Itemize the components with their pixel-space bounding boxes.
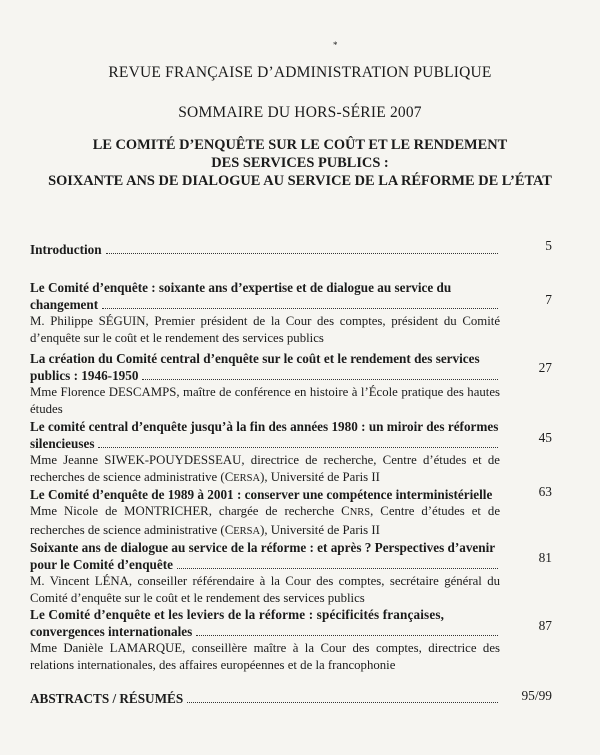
sommaire-title: SOMMAIRE DU HORS-SÉRIE 2007 xyxy=(178,104,422,121)
page-number-4: 63 xyxy=(538,484,552,499)
author-text: ), Université de Paris II xyxy=(260,469,380,484)
author-smallcaps: ERSA xyxy=(233,472,261,484)
author-text: Mme Jeanne SIWEK-POUYDESSEAU, directrice de recherche, Centre d’études et de recherches de science administrative (C xyxy=(30,453,500,484)
page-number-abstracts: 95/99 xyxy=(521,688,552,703)
theme-line-3: SOIXANTE ANS DE DIALOGUE AU SERVICE DE LA RÉFORME DE L’ÉTAT xyxy=(48,173,552,189)
page-number-5: 81 xyxy=(538,550,552,565)
entry-title-line1: Le comité central d’enquête jusqu’à la fin des années 1980 : un miroir des réformes xyxy=(30,419,499,434)
entry-title-line1: Le Comité d’enquête et les leviers de la réforme : spécificités françaises, xyxy=(30,607,445,622)
entry-author: Mme Florence DESCAMPS, maître de conférence en histoire à l’École pratique des hautes études xyxy=(30,385,500,416)
entry-title-line2: publics : 1946-1950 xyxy=(30,368,139,383)
author-text: Mme Nicole de MONTRICHER, chargée de recherche C xyxy=(30,504,350,518)
entry-author: Mme Danièle LAMARQUE, conseillère maître à la Cour des comptes, directrice des relations internationales, des affaires européennes et de la francophonie xyxy=(30,641,500,672)
dot-leader xyxy=(196,634,498,636)
dot-leader xyxy=(142,378,498,380)
entry-title-line1: Soixante ans de dialogue au service de la réforme : et après ? Perspectives d’avenir xyxy=(30,540,496,555)
theme-title xyxy=(0,136,600,190)
entry-title: Introduction xyxy=(30,242,102,257)
entry-author xyxy=(30,503,500,540)
entry-title-line2: pour le Comité d’enquête xyxy=(30,557,173,572)
author-smallcaps: NRS xyxy=(349,507,371,518)
toc-entry-4[interactable] xyxy=(30,486,500,540)
dot-leader xyxy=(102,307,498,309)
journal-title: REVUE FRANÇAISE D’ADMINISTRATION PUBLIQUE xyxy=(108,64,492,81)
author-text: , Centre d’études et de recherches de science administrative (C xyxy=(30,504,501,537)
entry-title-line2: silencieuses xyxy=(30,436,95,451)
page-number-3: 45 xyxy=(538,430,552,445)
entry-title-line2: convergences internationales xyxy=(30,624,193,639)
toc-entry-6[interactable] xyxy=(30,606,500,673)
toc-entry-introduction[interactable] xyxy=(30,241,500,258)
entry-title-line1: Le Comité d’enquête : soixante ans d’expertise et de dialogue au service du xyxy=(30,280,452,295)
author-smallcaps: ERSA xyxy=(233,525,261,537)
page-number-6: 87 xyxy=(538,618,552,633)
page-mark: * xyxy=(333,40,338,50)
toc-entry-1[interactable] xyxy=(30,279,500,346)
toc-entry-2[interactable] xyxy=(30,350,500,417)
toc-entry-abstracts[interactable] xyxy=(30,690,500,707)
dot-leader xyxy=(177,567,498,569)
toc-entry-5[interactable] xyxy=(30,539,500,606)
entry-title-line2: changement xyxy=(30,297,99,312)
toc-entry-3[interactable] xyxy=(30,418,500,487)
entry-title-line1: Le Comité d’enquête de 1989 à 2001 : conserver une compétence interministérielle xyxy=(30,487,493,502)
page-number-2: 27 xyxy=(538,360,552,375)
dot-leader xyxy=(98,446,498,448)
dot-leader xyxy=(106,252,498,254)
dot-leader xyxy=(187,701,498,703)
author-text: ), Université de Paris II xyxy=(260,522,380,537)
entry-author: M. Philippe SÉGUIN, Premier président de la Cour des comptes, président du Comité d’enquête sur le coût et le rendement des services publics xyxy=(30,314,500,345)
entry-author: M. Vincent LÉNA, conseiller référendaire à la Cour des comptes, secrétaire général du Comité d’enquête sur le coût et le rendement des services publics xyxy=(30,574,500,605)
entry-author xyxy=(30,452,500,487)
theme-line-1: LE COMITÉ D’ENQUÊTE SUR LE COÛT ET LE RENDEMENT xyxy=(92,137,508,153)
entry-title: ABSTRACTS / RÉSUMÉS xyxy=(30,691,184,706)
theme-line-2: DES SERVICES PUBLICS : xyxy=(211,155,389,171)
page-number-1: 7 xyxy=(545,292,552,307)
page-number-introduction: 5 xyxy=(545,238,552,253)
entry-title-line1: La création du Comité central d’enquête sur le coût et le rendement des services xyxy=(30,351,480,366)
